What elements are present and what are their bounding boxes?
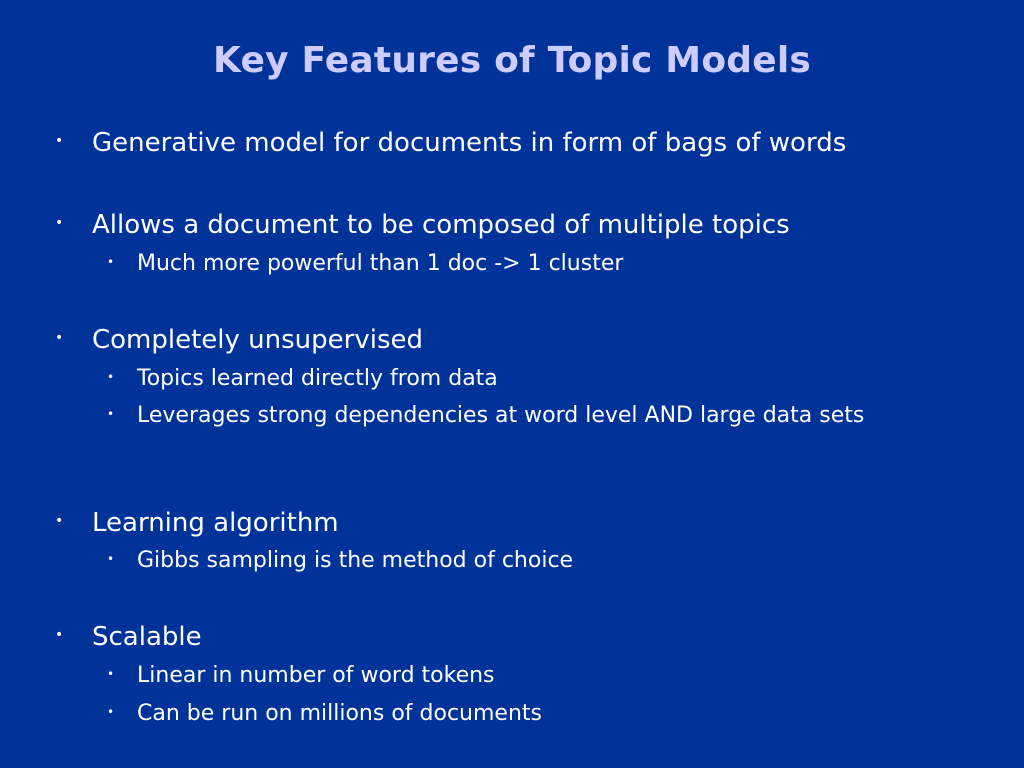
sub-bullet-icon: • (107, 370, 115, 384)
bullet-icon: • (55, 133, 64, 149)
sub-bullet-text: Can be run on millions of documents (137, 701, 542, 726)
bullet-list (0, 124, 1024, 764)
bullet-text: Allows a document to be composed of multiple topics (92, 210, 790, 240)
bullet-icon: • (55, 627, 64, 643)
bullet-icon: • (55, 215, 64, 231)
bullet-text: Completely unsupervised (92, 325, 424, 355)
sub-bullet-icon: • (107, 255, 115, 269)
sub-bullet-icon: • (107, 667, 115, 681)
slide-title: Key Features of Topic Models (212, 40, 812, 81)
sub-bullet-text: Linear in number of word tokens (137, 663, 495, 688)
sub-bullet-icon: • (107, 407, 115, 421)
sub-bullet-text: Leverages strong dependencies at word level AND large data sets (137, 403, 865, 428)
bullet-icon: • (55, 513, 64, 529)
sub-bullet-icon: • (107, 552, 115, 566)
sub-bullet-text: Topics learned directly from data (137, 366, 498, 391)
bullet-text: Generative model for documents in form of bags of words (92, 128, 847, 158)
bullet-text: Scalable (92, 622, 202, 652)
sub-bullet-text: Much more powerful than 1 doc -> 1 cluster (137, 251, 624, 276)
sub-bullet-text: Gibbs sampling is the method of choice (137, 548, 574, 573)
sub-bullet-icon: • (107, 705, 115, 719)
bullet-icon: • (55, 330, 64, 346)
bullet-text: Learning algorithm (92, 508, 339, 538)
